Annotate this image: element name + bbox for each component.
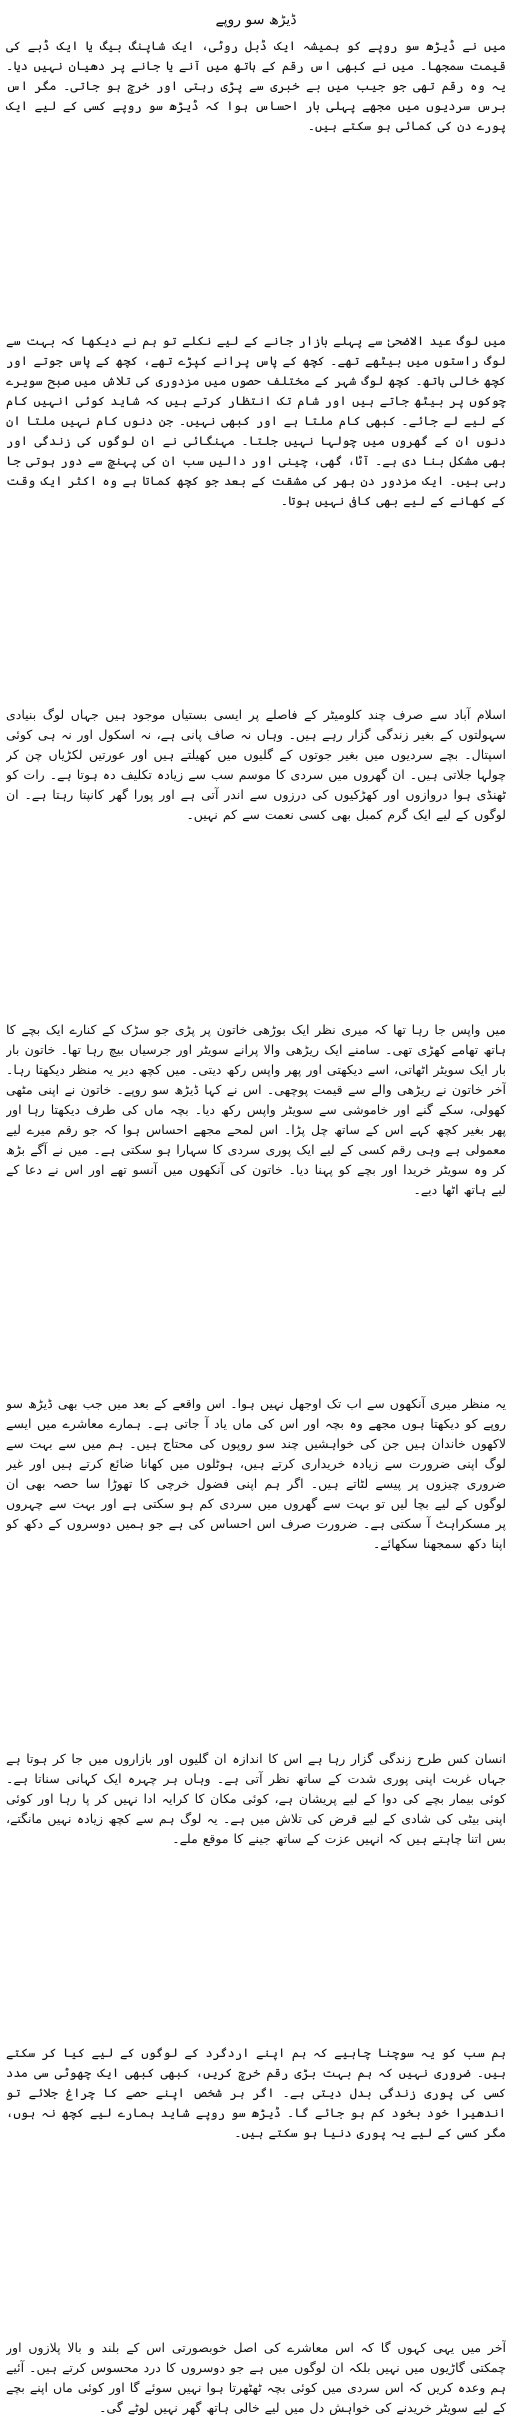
article-paragraph: میں نے ڈیڑھ سو روپے کو ہمیشہ ایک ڈبل روٹی، ایک شاپنگ بیگ یا ایک ڈبے کی قیمت سمجھا۔ میں نے کبھی اس رقم کے ہاتھ میں آنے یا جانے پر دھیان نہیں دیا۔ یہ وہ رقم تھی جو جیب میں بے خبری سے پڑی رہتی اور خرچ ہو جاتی۔ مگر اس برس سردیوں میں مجھے پہلی بار احساس ہوا کہ ڈیڑھ سو روپے کسی کے لیے ایک پورے دن کی کمائی ہو سکتے ہیں۔ [6,38,506,133]
article-paragraph: میں واپس جا رہا تھا کہ میری نظر ایک بوڑھی خاتون پر پڑی جو سڑک کے کنارے ایک بچے کا ہاتھ تھامے کھڑی تھی۔ سامنے ایک ریڑھی والا پرانے سویٹر اور جرسیاں بیچ رہا تھا۔ خاتون بار بار ایک سویٹر اٹھاتی، اسے دیکھتی اور پھر واپس رکھ دیتی۔ میں کچھ دیر یہ منظر دیکھتا رہا۔ آخر خاتون نے ریڑھی والے سے قیمت پوچھی۔ اس نے کہا ڈیڑھ سو روپے۔ خاتون نے اپنی مٹھی کھولی، سکے گنے اور خاموشی سے سویٹر واپس رکھ دیا۔ بچہ ماں کی طرف دیکھتا رہا اور پھر بغیر کچھ کہے اس کے ساتھ چل پڑا۔ اس لمحے مجھے احساس ہوا کہ جو رقم میرے لیے معمولی ہے وہی رقم کسی کے لیے ایک پوری سردی کا سہارا ہو سکتی ہے۔ میں نے آگے بڑھ کر وہ سویٹر خریدا اور بچے کو پہنا دیا۔ خاتون کی آنکھوں میں آنسو تھے اور اس نے دعا کے لیے ہاتھ اٹھا دیے۔ [6,1021,506,1197]
article-paragraph: ہم سب کو یہ سوچنا چاہیے کہ ہم اپنے اردگرد کے لوگوں کے لیے کیا کر سکتے ہیں۔ ضروری نہیں کہ ہم بہت بڑی رقم خرچ کریں، کبھی کبھی ایک چھوٹی سی مدد کسی کی پوری زندگی بدل دیتی ہے۔ اگر ہر شخص اپنے حصے کا چراغ جلائے تو اندھیرا خود بخود کم ہو جائے گا۔ ڈیڑھ سو روپے شاید ہمارے لیے کچھ نہ ہوں، مگر کسی کے لیے یہ پوری دنیا ہو سکتے ہیں۔ [6,2045,506,2141]
article-paragraph: انسان کس طرح زندگی گزار رہا ہے اس کا اندازہ ان گلیوں اور بازاروں میں جا کر ہوتا ہے جہاں غربت اپنی پوری شدت کے ساتھ نظر آتی ہے۔ وہاں ہر چہرہ ایک کہانی سناتا ہے۔ کوئی بیمار بچے کی دوا کے لیے پریشان ہے، کوئی مکان کا کرایہ ادا نہیں کر پا رہا اور کوئی اپنی بیٹی کی شادی کے لیے قرض کی تلاش میں ہے۔ یہ لوگ ہم سے کچھ زیادہ نہیں مانگتے، بس اتنا چاہتے ہیں کہ انہیں عزت کے ساتھ جینے کا موقع ملے۔ [6,1750,506,1846]
article-body [6,36,506,2418]
article-title: ڈیڑھ سو روپے [215,12,297,28]
article-paragraph: آخر میں یہی کہوں گا کہ اس معاشرے کی اصل خوبصورتی اس کے بلند و بالا پلازوں اور چمکتی گاڑیوں میں نہیں بلکہ ان لوگوں میں ہے جو دوسروں کا درد محسوس کرتے ہیں۔ آئیے ہم وعدہ کریں کہ اس سردی میں کوئی بچہ ٹھٹھرتا ہوا نہیں سوئے گا اور کوئی ماں اپنے بچے کے لیے سویٹر خریدنے کی خواہش دل میں لیے خالی ہاتھ گھر نہیں لوٹے گی۔ [6,2339,506,2415]
article-paragraph: یہ منظر میری آنکھوں سے اب تک اوجھل نہیں ہوا۔ اس واقعے کے بعد میں جب بھی ڈیڑھ سو روپے کو دیکھتا ہوں مجھے وہ بچہ اور اس کی ماں یاد آ جاتی ہے۔ ہمارے معاشرے میں ایسے لاکھوں خاندان ہیں جن کی خواہشیں چند سو روپوں کی محتاج ہیں۔ ہم میں سے بہت سے لوگ اپنی ضرورت سے زیادہ خریداری کرتے ہیں، ہوٹلوں میں کھانا ضائع کرتے ہیں اور غیر ضروری چیزوں پر پیسے لٹاتے ہیں۔ اگر ہم اپنی فضول خرچی کا تھوڑا سا حصہ بھی ان لوگوں کے لیے بچا لیں تو بہت سے گھروں میں سردی کم ہو سکتی ہے اور بہت سے چہروں پر مسکراہٹ آ سکتی ہے۔ ضرورت صرف اس احساس کی ہے جو ہمیں دوسروں کے دکھ کو اپنا دکھ سمجھنا سکھائے۔ [6,1396,506,1552]
article-paragraph: اسلام آباد سے صرف چند کلومیٹر کے فاصلے پر ایسی بستیاں موجود ہیں جہاں لوگ بنیادی سہولتوں کے بغیر زندگی گزار رہے ہیں۔ وہاں نہ صاف پانی ہے، نہ اسکول اور نہ ہی کوئی اسپتال۔ بچے سردیوں میں بغیر جوتوں کے گلیوں میں کھیلتے ہیں اور عورتیں لکڑیاں چن کر چولہا جلاتی ہیں۔ ان گھروں میں سردی کا موسم سب سے زیادہ تکلیف دہ ہوتا ہے۔ رات کو ٹھنڈی ہوا دروازوں اور کھڑکیوں کی درزوں سے اندر آتی ہے اور پورا گھر کانپتا رہتا ہے۔ ان لوگوں کے لیے ایک گرم کمبل بھی کسی نعمت سے کم نہیں۔ [6,707,506,823]
article-paragraph: میں لوگ عید الاضحیٰ سے پہلے بازار جانے کے لیے نکلے تو ہم نے دیکھا کہ بہت سے لوگ راستوں میں بیٹھے تھے۔ کچھ کے پاس پرانے کپڑے تھے، کچھ کے پاس جوتے اور کچھ خالی ہاتھ۔ کچھ لوگ شہر کے مختلف حصوں میں مزدوری کی تلاش میں صبح سویرے چوکوں پر بیٹھ جاتے ہیں اور شام تک انتظار کرتے ہیں کہ شاید کوئی انہیں کام کے لیے لے جائے۔ کبھی کام ملتا ہے اور کبھی نہیں۔ جن دنوں کام نہیں ملتا ان دنوں ان کے گھروں میں چولہا نہیں جلتا۔ مہنگائی نے ان لوگوں کی زندگی اور بھی مشکل بنا دی ہے۔ آٹا، گھی، چینی اور دالیں سب ان کی پہنچ سے دور ہوتی جا رہی ہیں۔ ایک مزدور دن بھر کی مشقت کے بعد جو کچھ کماتا ہے وہ اکثر ایک وقت کے کھانے کے لیے بھی کافی نہیں ہوتا۔ [6,332,506,508]
